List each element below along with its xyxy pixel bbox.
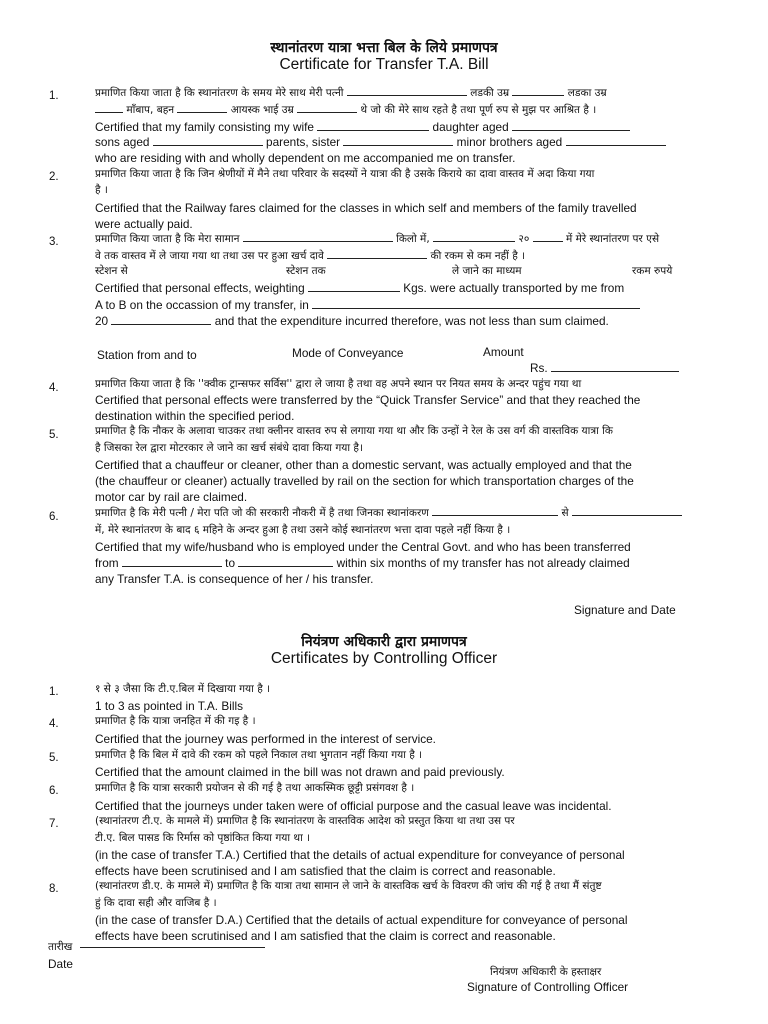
officer7-english-line2: effects have been scrutinised and I am satisfied that the claim is correct and reasonable.	[95, 864, 556, 878]
cert1-hindi-line1: प्रमाणित किया जाता है कि स्थानांतरण के समय मेरे साथ मेरी पत्नी लडकी उम्र लडका उम्र	[95, 87, 607, 99]
item-number: 1.	[49, 90, 59, 102]
weight-field[interactable]	[308, 282, 400, 292]
year-field[interactable]	[111, 315, 211, 325]
date-label-hindi: तारीख	[48, 941, 73, 953]
item-number: 1.	[49, 686, 59, 698]
item-number: 5.	[49, 752, 59, 764]
col-station-from: स्टेशन से	[95, 265, 128, 277]
cert5-hindi-line1: प्रमाणित है कि नौकर के अलावा चाउकर तथा क्लीनर वास्तव रुप से लगाया गया था और कि उन्हों ने रेल के उस वर्ग की वास्तविक यात्रा कि	[95, 425, 613, 437]
transfer-to-blank[interactable]	[572, 506, 682, 516]
officer6-english: Certified that the journeys under taken were of official purpose and the casual leave was incidental.	[95, 799, 612, 813]
cert5-english-line3: motor car by rail are claimed.	[95, 490, 248, 504]
transfer-from-blank[interactable]	[432, 506, 558, 516]
cert1-hindi-line2: माँबाप, बहन आयस्क भाई उम्र थे जो की मेरे साथ रहते है तथा पूर्ण रुप से मुझ पर आश्रित है ।	[95, 103, 596, 117]
officer7-english-line1: (in the case of transfer T.A.) Certified that the details of actual expenditure for conveyance of personal	[95, 848, 625, 862]
officer5-english: Certified that the amount claimed in the bill was not drawn and paid previously.	[95, 765, 505, 779]
claim-blank[interactable]	[327, 249, 427, 259]
cert2-english-line2: were actually paid.	[95, 217, 193, 231]
officer1-english: 1 to 3 as pointed in T.A. Bills	[95, 699, 243, 713]
officer8-hindi-line2: हुं कि दावा सही और वाजिब है ।	[95, 897, 217, 909]
date-label: Date	[48, 957, 73, 971]
item-number: 8.	[49, 883, 59, 895]
officer7-hindi-line1: (स्थानांतरण टी.ए. के मामले में) प्रमाणित है कि स्थानांतरण के वास्तविक आदेश को प्रस्तुत किया था तथा उस पर	[95, 815, 515, 827]
officer1-hindi: १ से ३ जैसा कि टी.ए.बिल में दिखाया गया है ।	[95, 683, 271, 695]
amount-label: Amount	[483, 345, 524, 359]
officer-signature-hindi: नियंत्रण अधिकारी के हस्ताक्षर	[490, 966, 602, 978]
brother-age-blank[interactable]	[297, 103, 357, 113]
wife-field[interactable]	[317, 121, 429, 131]
item-number: 7.	[49, 818, 59, 830]
from-field[interactable]	[122, 557, 222, 567]
blank-field[interactable]	[95, 103, 123, 113]
station-label: Station from and to	[97, 348, 197, 362]
item-number: 3.	[49, 236, 59, 248]
cert3-english-line3: 20 and that the expenditure incurred therefore, was not less than sum claimed.	[95, 314, 609, 328]
item-number: 4.	[49, 382, 59, 394]
officer-title-hindi: नियंत्रण अधिकारी द्वारा प्रमाणपत्र	[301, 634, 467, 650]
amount-field[interactable]	[551, 362, 679, 372]
minor-brothers-age-field[interactable]	[566, 136, 666, 146]
cert1-english-line2: sons aged parents, sister minor brothers aged	[95, 135, 666, 149]
mode-label: Mode of Conveyance	[292, 346, 404, 360]
col-amount: रकम रुपये	[632, 265, 673, 277]
item-number: 5.	[49, 429, 59, 441]
officer8-hindi-line1: (स्थानांतरण डी.ए. के मामले में) प्रमाणित है कि यात्रा तथा सामान ले जाने के वास्तविक खर्च के विवरण की जांच की गई है तथा मैं संतुष्ट	[95, 880, 602, 892]
cert6-hindi-line1: प्रमाणित है कि मेरी पत्नी / मेरा पति जो की सरकारी नौकरी में है तथा जिनका स्थानांकरण से	[95, 506, 682, 520]
wife-blank[interactable]	[347, 86, 467, 96]
col-station-to: स्टेशन तक	[286, 265, 326, 277]
officer-title: Certificates by Controlling Officer	[270, 650, 498, 667]
cert1-english-line1: Certified that my family consisting my wife daughter aged	[95, 120, 630, 134]
rs-label: Rs.	[530, 361, 679, 375]
cert6-english-line2: from to within six months of my transfer has not already claimed	[95, 556, 630, 570]
cert5-english-line1: Certified that a chauffeur or cleaner, other than a domestic servant, was actually employed and that the	[95, 458, 632, 472]
parents-sister-field[interactable]	[343, 136, 453, 146]
officer7-hindi-line2: टी.ए. बिल पासड कि रिर्मास को पृष्ठांकित किया गया था ।	[95, 832, 311, 844]
cert1-english-line3: who are residing with and wholly dependent on me accompanied me on transfer.	[95, 151, 516, 165]
month-field[interactable]	[312, 299, 640, 309]
cert2-hindi-line1: प्रमाणित किया जाता है कि जिन श्रेणीयों में मैने तथा परिवार के सदस्यों ने यात्रा की है उसके किराये का दावा वास्तव में अदा किया गया	[95, 168, 595, 180]
signature-and-date: Signature and Date	[574, 603, 676, 617]
form-title-hindi: स्थानांतरण यात्रा भत्ता बिल के लिये प्रमाणपत्र	[270, 40, 498, 56]
cert3-hindi-line2: वे तक वास्तव में ले जाया गया था तथा उस पर हुआ खर्च दावे की रकम से कम नहीं है ।	[95, 250, 526, 262]
cert2-hindi-line2: है ।	[95, 184, 108, 196]
daughter-age-field[interactable]	[512, 121, 630, 131]
item-number: 6.	[49, 785, 59, 797]
cert6-hindi-line2: में, मेरे स्थानांतरण के बाद ६ महिने के अन्दर हुआ है तथा उसने कोई स्थानांतरण भत्ता दावा पहले नहीं किया है ।	[95, 524, 511, 536]
officer5-hindi: प्रमाणित है कि बिल में दावे की रकम को पहले निकाल तथा भुगतान नहीं किया गया है ।	[95, 749, 423, 761]
sons-age-field[interactable]	[153, 136, 263, 146]
daughter-age-blank[interactable]	[512, 86, 564, 96]
date-field[interactable]	[80, 947, 265, 948]
officer8-english-line2: effects have been scrutinised and I am satisfied that the claim is correct and reasonable.	[95, 929, 556, 943]
cert6-english-line1: Certified that my wife/husband who is employed under the Central Govt. and who has been transferred	[95, 540, 631, 554]
cert3-english-line2: A to B on the occassion of my transfer, in	[95, 298, 640, 312]
cert2-english-line1: Certified that the Railway fares claimed for the classes in which self and members of the family travelled	[95, 201, 637, 215]
to-field[interactable]	[238, 557, 333, 567]
officer8-english-line1: (in the case of transfer D.A.) Certified that the details of actual expenditure for conveyance of personal	[95, 913, 628, 927]
cert4-english-line1: Certified that personal effects were transferred by the “Quick Transfer Service” and that they reached the	[95, 393, 641, 407]
weight-blank[interactable]	[243, 232, 393, 242]
cert3-english-line1: Certified that personal effects, weighting Kgs. were actually transported by me from	[95, 281, 625, 295]
officer4-english: Certified that the journey was performed in the interest of service.	[95, 732, 436, 746]
officer4-hindi: प्रमाणित है कि यात्रा जनहित में की गइ है ।	[95, 715, 256, 727]
cert5-hindi-line2: है जिसका रेल द्वारा मोटरकार ले जाने का खर्च संबंधे दावा किया गया है।	[95, 442, 363, 454]
officer6-hindi: प्रमाणित है कि यात्रा सरकारी प्रयोजन से की गई है तथा आकस्मिक छूट्टी प्रसंगवश है ।	[95, 782, 415, 794]
cert4-hindi-line1: प्रमाणित किया जाता है कि ''क्वीक ट्रान्सफर सर्विस'' द्वारा ले जाया है तथा वह अपने स्थान पर नियत समय के अन्दर पहुंच गया था	[95, 378, 582, 390]
officer-signature-label: Signature of Controlling Officer	[467, 980, 629, 994]
item-number: 2.	[49, 171, 59, 183]
form-title: Certificate for Transfer T.A. Bill	[279, 56, 489, 73]
year-blank[interactable]	[533, 232, 563, 242]
cert3-hindi-line1: प्रमाणित किया जाता है कि मेरा सामान किलो में, २० में मेरे स्थानांतरण पर एसे	[95, 233, 660, 245]
col-mode: ले जाने का माध्यम	[452, 265, 522, 277]
cert4-english-line2: destination within the specified period.	[95, 409, 295, 423]
cert6-english-line3: any Transfer T.A. is consequence of her / his transfer.	[95, 572, 374, 586]
month-blank[interactable]	[433, 232, 515, 242]
sister-blank[interactable]	[177, 103, 227, 113]
item-number: 4.	[49, 718, 59, 730]
item-number: 6.	[49, 511, 59, 523]
cert5-english-line2: (the chauffeur or cleaner) actually travelled by rail on the section for which transportation charges of the	[95, 474, 634, 488]
